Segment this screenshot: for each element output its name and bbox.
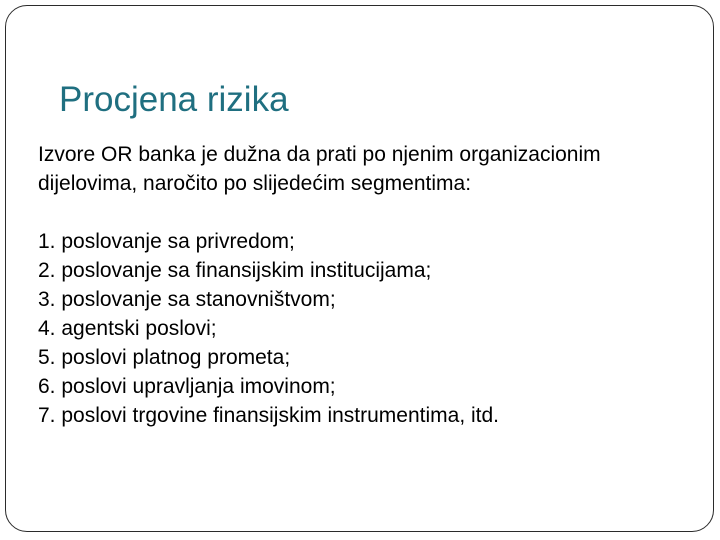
intro-line: Izvore OR banka je dužna da prati po njenim organizacionim xyxy=(38,143,601,166)
slide-body xyxy=(38,140,708,430)
segment-item: 4. agentski poslovi; xyxy=(38,317,217,340)
slide-frame xyxy=(5,5,714,532)
segment-item: 2. poslovanje sa finansijskim institucijama; xyxy=(38,259,432,282)
intro-line: dijelovima, naročito po slijedećim segmentima: xyxy=(38,172,472,195)
segment-item: 6. poslovi upravljanja imovinom; xyxy=(38,375,336,398)
segment-item: 7. poslovi trgovine finansijskim instrumentima, itd. xyxy=(38,404,500,427)
segment-item: 1. poslovanje sa privredom; xyxy=(38,230,295,253)
segment-list xyxy=(38,227,708,430)
slide-title: Procjena rizika xyxy=(59,80,289,119)
segment-item: 5. poslovi platnog prometa; xyxy=(38,346,291,369)
segment-item: 3. poslovanje sa stanovništvom; xyxy=(38,288,336,311)
